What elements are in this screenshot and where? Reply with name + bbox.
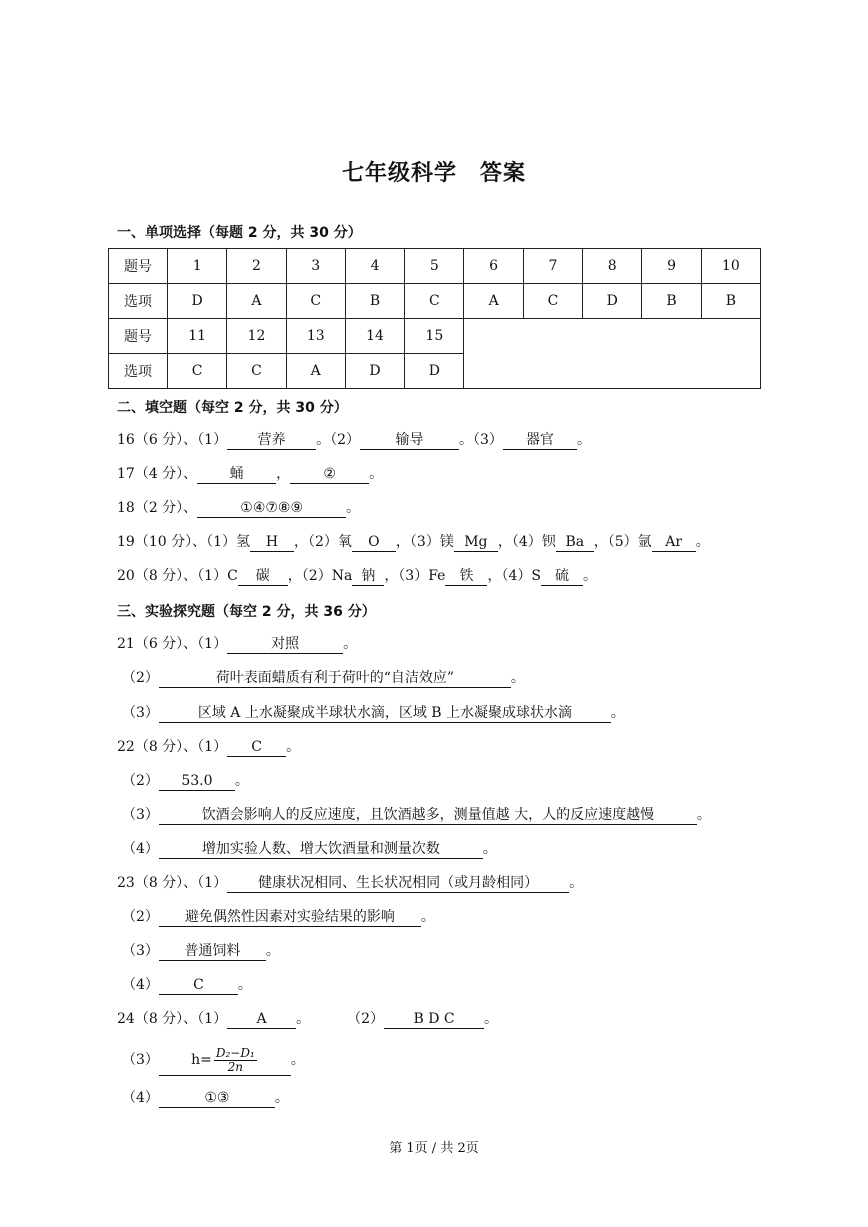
- question-text: ，（5）氩: [593, 534, 652, 550]
- question-22-part3: [122, 805, 711, 825]
- table-cell: A: [464, 284, 523, 319]
- table-cell: 13: [286, 319, 345, 354]
- question-22: [117, 737, 300, 757]
- question-label: （2）: [122, 909, 159, 925]
- question-label: 19（10 分）、（1）氢: [117, 534, 250, 550]
- answer-blank: Mg: [454, 534, 498, 552]
- section-heading-fill: 二、填空题（每空 2 分，共 30 分）: [117, 400, 348, 416]
- table-cell: C: [168, 354, 227, 389]
- question-text: 。: [234, 773, 249, 789]
- table-cell: 11: [168, 319, 227, 354]
- answer-blank: 对照: [227, 636, 343, 654]
- table-cell: 3: [286, 249, 345, 284]
- answer-blank: 区域 A 上水凝聚成半球状水滴，区域 B 上水凝聚成球状水滴: [159, 705, 611, 723]
- question-18: [117, 498, 360, 518]
- table-cell: 15: [405, 319, 464, 354]
- question-text: ，（3）Fe: [384, 568, 446, 584]
- answer-blank: 碳: [238, 568, 288, 586]
- question-text: ，（2）氧: [294, 534, 352, 550]
- question-text: ，: [276, 466, 291, 482]
- question-21-part3: [122, 703, 625, 723]
- table-row: [109, 319, 761, 354]
- question-label: （3）: [122, 705, 159, 721]
- question-20: [117, 566, 597, 586]
- answer-blank: 硫: [541, 568, 583, 586]
- question-text: 。（2）: [316, 432, 361, 448]
- answer-blank: 增加实验人数、增大饮酒量和测量次数: [159, 841, 483, 859]
- answer-blank: Ar: [652, 534, 696, 552]
- question-text: 。: [290, 1052, 305, 1068]
- answer-blank: 器官: [503, 432, 577, 450]
- answer-blank: ①③: [159, 1090, 275, 1108]
- answer-table: [108, 248, 761, 389]
- formula-h: h=: [191, 1052, 212, 1068]
- table-cell: D: [168, 284, 227, 319]
- question-text: 。: [274, 1090, 289, 1106]
- question-text: 。: [482, 841, 497, 857]
- question-23-part4: [122, 975, 252, 995]
- question-21-part2: [122, 668, 525, 688]
- question-text: 。: [510, 670, 525, 686]
- answer-blank: 普通饲料: [159, 943, 266, 961]
- question-text: 。: [569, 875, 584, 891]
- question-text: ，（4）S: [487, 568, 541, 584]
- question-label: 23（8 分）、（1）: [117, 875, 228, 891]
- page-footer: 第 1页 / 共 2页: [389, 1141, 479, 1156]
- table-cell: C: [286, 284, 345, 319]
- question-16: [117, 430, 591, 450]
- question-22-part2: [122, 771, 249, 791]
- question-text: 。: [695, 534, 710, 550]
- question-label: （4）: [122, 1090, 159, 1106]
- question-label: 18（2 分）、: [117, 500, 198, 516]
- table-cell: 6: [464, 249, 523, 284]
- question-text: 。: [346, 500, 361, 516]
- fraction-denominator: 2n: [227, 1059, 243, 1074]
- question-text: 。（3）: [459, 432, 503, 448]
- question-label: （3）: [122, 1052, 159, 1068]
- answer-blank: 营养: [227, 432, 316, 450]
- question-24-part3: [122, 1043, 305, 1077]
- table-cell: A: [286, 354, 345, 389]
- table-empty-cell: [464, 319, 761, 389]
- answer-blank: C: [227, 739, 286, 757]
- table-cell: C: [405, 284, 464, 319]
- question-text: 。: [369, 466, 384, 482]
- table-cell: 4: [345, 249, 404, 284]
- answer-blank: ②: [290, 466, 369, 484]
- answer-blank: 避免偶然性因素对实验结果的影响: [159, 909, 421, 927]
- table-cell: 2: [227, 249, 286, 284]
- page-title: 七年级科学 答案: [341, 161, 526, 186]
- table-cell: 选项: [109, 354, 168, 389]
- table-cell: B: [642, 284, 701, 319]
- question-19: [117, 532, 710, 552]
- question-label: （4）: [122, 841, 159, 857]
- table-cell: 9: [642, 249, 701, 284]
- question-label: （3）: [122, 943, 159, 959]
- answer-blank: O: [352, 534, 396, 552]
- table-cell: B: [701, 284, 760, 319]
- question-text: 。: [582, 568, 597, 584]
- question-17: [117, 464, 383, 484]
- question-label: （3）: [122, 807, 159, 823]
- answer-blank: H: [250, 534, 294, 552]
- fraction-numerator: D₂−D₁: [215, 1045, 255, 1060]
- question-23: [117, 873, 583, 893]
- table-cell: D: [405, 354, 464, 389]
- answer-blank: B D C: [384, 1011, 484, 1029]
- table-cell: 7: [523, 249, 582, 284]
- answer-blank: ①④⑦⑧⑨: [197, 500, 346, 518]
- question-label: 17（4 分）、: [117, 466, 198, 482]
- question-24-part4: [122, 1088, 289, 1108]
- table-cell: C: [227, 354, 286, 389]
- question-label: 20（8 分）、（1）C: [117, 568, 238, 584]
- question-21: [117, 634, 357, 654]
- question-label: 16（6 分）、（1）: [117, 432, 228, 448]
- question-text: 。: [576, 432, 591, 448]
- answer-blank: 健康状况相同、生长状况相同（或月龄相同）: [227, 875, 569, 893]
- table-cell: C: [523, 284, 582, 319]
- question-text: ，（2）Na: [287, 568, 353, 584]
- table-cell: 题号: [109, 249, 168, 284]
- question-text: 。: [237, 977, 252, 993]
- section-heading-experiment: 三、实验探究题（每空 2 分，共 36 分）: [117, 604, 376, 620]
- question-text: 。: [286, 739, 301, 755]
- answer-blank: 53.0: [159, 773, 235, 791]
- question-label: （2）: [122, 773, 159, 789]
- question-text: ，（4）钡: [497, 534, 556, 550]
- table-cell: 12: [227, 319, 286, 354]
- table-cell: D: [345, 354, 404, 389]
- table-row: [109, 249, 761, 284]
- table-cell: D: [583, 284, 642, 319]
- question-label: （2）: [354, 1011, 385, 1027]
- question-text: 。: [265, 943, 280, 959]
- question-label: 21（6 分）、（1）: [117, 636, 228, 652]
- table-cell: 10: [701, 249, 760, 284]
- answer-blank: Ba: [556, 534, 594, 552]
- question-text: ，（3）镁: [395, 534, 454, 550]
- question-label: 24（8 分）、（1）: [117, 1011, 228, 1027]
- answer-blank: C: [159, 977, 238, 995]
- table-cell: 14: [345, 319, 404, 354]
- answer-blank: 输导: [360, 432, 459, 450]
- answer-blank: 钠: [352, 568, 384, 586]
- question-label: 22（8 分）、（1）: [117, 739, 228, 755]
- answer-formula: [159, 1045, 291, 1076]
- table-cell: 8: [583, 249, 642, 284]
- question-23-part2: [122, 907, 435, 927]
- question-text: 。: [343, 636, 358, 652]
- table-cell: 5: [405, 249, 464, 284]
- table-cell: B: [345, 284, 404, 319]
- question-text: 。: [484, 1011, 499, 1027]
- answer-blank: 蛹: [197, 466, 276, 484]
- table-cell: 选项: [109, 284, 168, 319]
- table-cell: A: [227, 284, 286, 319]
- question-text: 。: [610, 705, 625, 721]
- answer-blank: 铁: [445, 568, 487, 586]
- question-text: 。: [296, 1011, 311, 1027]
- table-cell: 题号: [109, 319, 168, 354]
- answer-blank: 饮酒会影响人的反应速度，且饮酒越多，测量值越 大，人的反应速度越慢: [159, 807, 697, 825]
- answer-blank: 荷叶表面蜡质有利于荷叶的“自洁效应”: [159, 670, 511, 688]
- answer-blank: A: [227, 1011, 296, 1029]
- table-cell: 1: [168, 249, 227, 284]
- question-text: 。: [696, 807, 711, 823]
- formula-fraction: [214, 1047, 257, 1074]
- question-24: [117, 1009, 498, 1029]
- section-heading-choice: 一、单项选择（每题 2 分，共 30 分）: [117, 225, 362, 241]
- question-label: （2）: [122, 670, 159, 686]
- table-row: [109, 284, 761, 319]
- question-23-part3: [122, 941, 280, 961]
- question-22-part4: [122, 839, 497, 859]
- question-text: 。: [420, 909, 435, 925]
- question-label: （4）: [122, 977, 159, 993]
